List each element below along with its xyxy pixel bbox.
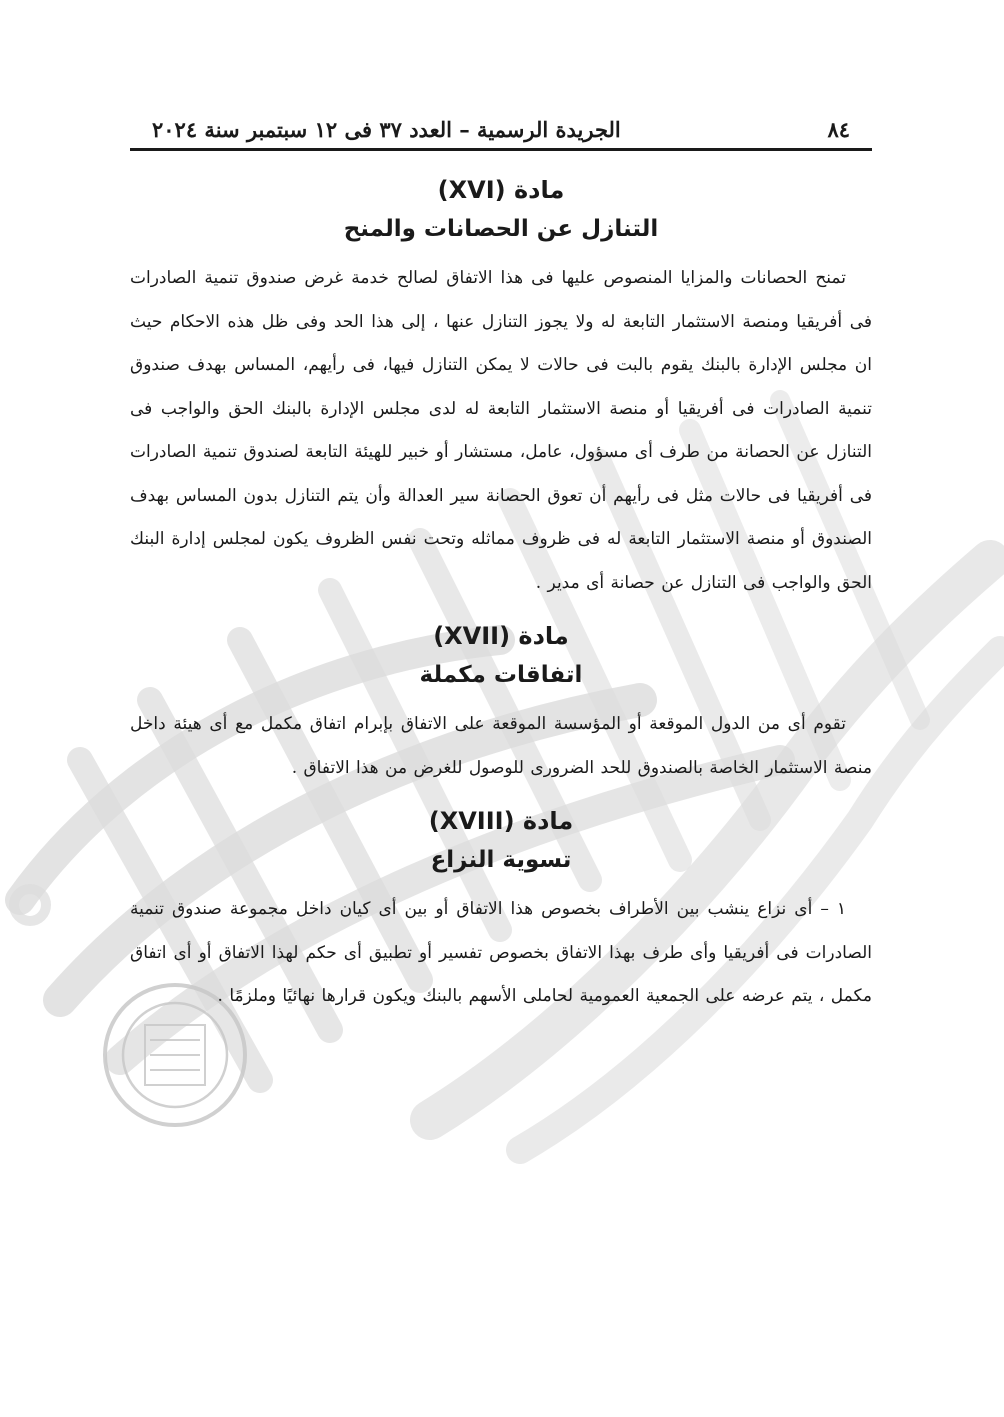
article-paragraph: تقوم أى من الدول الموقعة أو المؤسسة الموقعة على الاتفاق بإبرام اتفاق مكمل مع أى هيئة داخل منصة الاستثمار الخاصة بالصندوق للحد الضرورى للوصول للغرض من هذا الاتفاق .: [130, 714, 872, 778]
running-header: [130, 110, 872, 148]
article-title: التنازل عن الحصانات والمنح: [343, 216, 659, 242]
page-number: ٨٤: [827, 117, 850, 142]
article-xvii: [130, 619, 872, 790]
article-number: مادة (XVII): [433, 622, 569, 650]
running-title: الجريدة الرسمية – العدد ٣٧ فى ١٢ سبتمبر سنة ٢٠٢٤: [152, 117, 621, 142]
article-title: اتفاقات مكملة: [419, 662, 583, 688]
article-number: مادة (XVI): [437, 176, 565, 204]
article-xvi: [130, 173, 872, 605]
article-paragraph: ١ – أى نزاع ينشب بين الأطراف بخصوص هذا الاتفاق أو بين أى كيان داخل مجموعة صندوق تنمية الصادرات فى أفريقيا وأى طرف بهذا الاتفاق بخصوص تفسير أو تطبيق أى حكم لهذا الاتفاق أو أى اتفاق مكمل ، يتم عرضه على الجمعية العمومية لحاملى الأسهم بالبنك ويكون قرارها نهائيًا وملزمًا .: [130, 899, 872, 1006]
document-page: [130, 110, 872, 1019]
article-title: تسوية النزاع: [430, 847, 572, 873]
article-number: مادة (XVIII): [428, 807, 574, 835]
article-paragraph: تمنح الحصانات والمزايا المنصوص عليها فى هذا الاتفاق لصالح خدمة غرض صندوق تنمية الصادرات فى أفريقيا ومنصة الاستثمار التابعة له ولا يجوز التنازل عنها ، إلى هذا الحد وفى ظل هذه الاحكام حيث ان مجلس الإدارة بالبنك يقوم بالبت فى حالات لا يمكن التنازل فيها، فى رأيهم، المساس بهدف صندوق تنمية الصادرات فى أفريقيا أو منصة الاستثمار التابعة له لدى مجلس الإدارة بالبنك الحق والواجب فى التنازل عن الحصانة من طرف أى مسؤول، عامل، مستشار أو خبير للهيئة التابعة لصندوق تنمية الصادرات فى أفريقيا فى حالات مثل فى رأيهم أن تعوق الحصانة سير العدالة وأن يتم التنازل بدون المساس بهدف الصندوق أو منصة الاستثمار التابعة له فى ظروف مماثله وتحت نفس الظروف يكون لمجلس إدارة البنك الحق والواجب فى التنازل عن حصانة أى مدير .: [130, 268, 872, 593]
header-rule: [130, 148, 872, 151]
article-xviii: [130, 804, 872, 1019]
